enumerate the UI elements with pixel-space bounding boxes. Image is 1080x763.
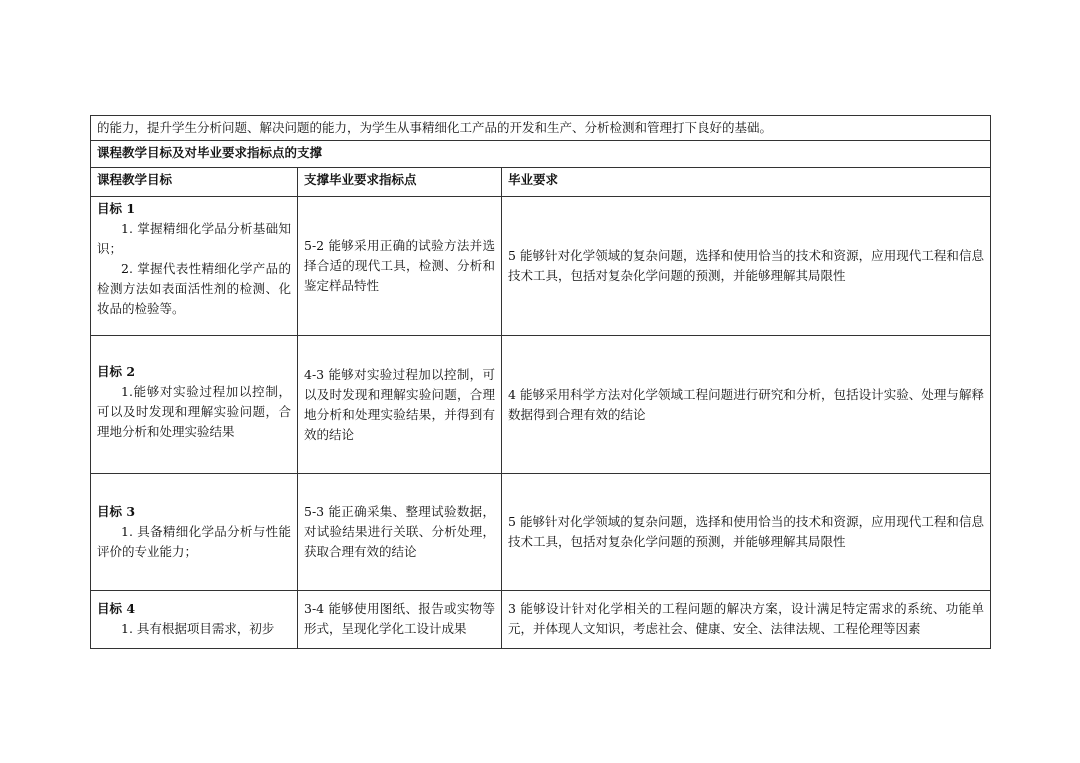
objective-item: 1. 掌握精细化学品分析基础知识；: [97, 221, 291, 256]
objective-item: 1. 具有根据项目需求，初步: [121, 621, 275, 636]
requirement-cell: 5 能够针对化学领域的复杂问题，选择和使用恰当的技术和资源，应用现代工程和信息技术工具，包括对复杂化学问题的预测，并能够理解其局限性: [502, 474, 991, 591]
indicator-cell: 5-3 能正确采集、整理试验数据，对试验结果进行关联、分析处理，获取合理有效的结论: [298, 474, 502, 591]
objective-cell: [91, 197, 298, 336]
header-objective: 课程教学目标: [91, 168, 298, 197]
objective-title: 目标 3: [97, 504, 136, 519]
objective-title: 目标 2: [97, 364, 136, 379]
table-row: [91, 336, 991, 474]
indicator-cell: 3-4 能够使用图纸、报告或实物等形式，呈现化学化工设计成果: [298, 591, 502, 649]
table-row: [91, 591, 991, 649]
table-row: [91, 474, 991, 591]
header-row: [91, 168, 991, 197]
intro-row: [91, 116, 991, 141]
requirement-cell: 5 能够针对化学领域的复杂问题，选择和使用恰当的技术和资源，应用现代工程和信息技术工具，包括对复杂化学问题的预测，并能够理解其局限性: [502, 197, 991, 336]
objective-item: 2. 掌握代表性精细化学产品的检测方法如表面活性剂的检测、化妆品的检验等。: [97, 261, 291, 316]
objective-cell: [91, 336, 298, 474]
section-title: 课程教学目标及对毕业要求指标点的支撑: [91, 141, 991, 168]
indicator-cell: 4-3 能够对实验过程加以控制，可以及时发现和理解实验问题，合理地分析和处理实验结果，并得到有效的结论: [298, 336, 502, 474]
indicator-cell: 5-2 能够采用正确的试验方法并选择合适的现代工具，检测、分析和鉴定样品特性: [298, 197, 502, 336]
objective-item: 1. 具备精细化学品分析与性能评价的专业能力；: [97, 524, 291, 559]
table-row: [91, 197, 991, 336]
objective-item: 1.能够对实验过程加以控制，可以及时发现和理解实验问题，合理地分析和处理实验结果: [97, 384, 291, 439]
header-indicator: 支撑毕业要求指标点: [298, 168, 502, 197]
objective-cell: [91, 591, 298, 649]
objective-title: 目标 4: [97, 601, 136, 616]
course-objectives-table: [90, 115, 991, 649]
header-requirement: 毕业要求: [502, 168, 991, 197]
objective-cell: [91, 474, 298, 591]
requirement-cell: 3 能够设计针对化学相关的工程问题的解决方案，设计满足特定需求的系统、功能单元，并体现人文知识，考虑社会、健康、安全、法律法规、工程伦理等因素: [502, 591, 991, 649]
requirement-cell: 4 能够采用科学方法对化学领域工程问题进行研究和分析，包括设计实验、处理与解释数据得到合理有效的结论: [502, 336, 991, 474]
intro-text: 的能力，提升学生分析问题、解决问题的能力，为学生从事精细化工产品的开发和生产、分析检测和管理打下良好的基础。: [91, 116, 991, 141]
section-title-row: [91, 141, 991, 168]
objective-title: 目标 1: [97, 201, 136, 216]
